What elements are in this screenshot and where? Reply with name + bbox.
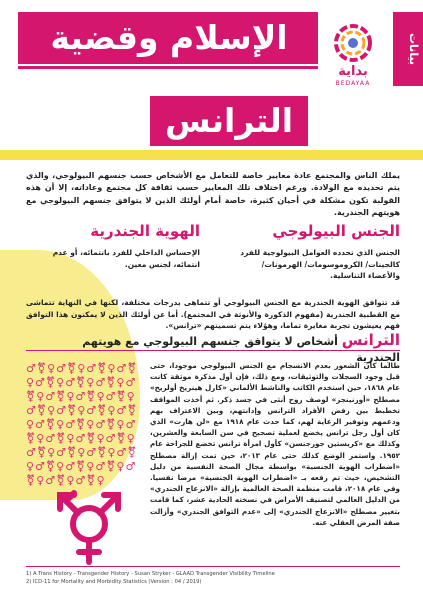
history-paragraph: طالما كان الشعور بعدم الانسجام مع الجنس البيولوجي موجودا، حتى قبل وجود السجلات والتوثيقات، ومع ذلك، فإن أول مذكرة موثقة كانت عام ١٨٦٨، حين استخدم الكاتب والناشط الألماني «كارل هينريخ أولريخ» مصطلح «أورنينجز» لوصف روح أنثى في جسد ذكر. ثم أخذت المواقف تخطبط بين رفض الأفراد الترانس وإدانتهم، وبين الاعتراف بهم ودعمهم وتوفير الرعاية لهم، كما حدث عام ١٩١٨ مع «لن هارت» الذي كان أول رجل ترانس يخضع لعملية تصحيح في سن السابعة والعشرين، وكذلك مع «كريستين جورجنسن» كأول امرأة ترانس تخضع للجراحة عام ١٩٥٢. واستمر الوضع كذلك حتى عام ٢٠١٣، حين تمت إزالة مصطلح «اضطراب الهوية الجنسية» بواسطة مجال الصحة النفسية من دليل التشخيص، حيث تم رفعه بـ «اضطراب الهوية الجنسية» مرضا نفسيا. وفي عام ٢٠١٨، قامت منظمة الصحة العالمية بإزالة «الانزعاج الجندري» من الدليل العالمي لتصنيف الأمراض في نسخته الحادية عشر، كما قامت بتغيير مصطلح «الانزعاج الجندري» إلى «عدم التوافق الجندري» وأزالت صفة المرض العقلي عنه. [150,361,401,527]
gender-identity-text: الإحساس الداخلي للفرد بانتمائه، أو عدم انتمائه، لجنس معين. [52,248,200,269]
logo-latin: BEDAYAA [335,80,371,87]
title-line-2: الترانس [164,101,294,140]
logo-star-icon [330,20,376,66]
gender-identity-heading: الهوية الجندرية [90,222,200,240]
title-line-1: الإسلام وقضية [50,18,288,57]
title-rule [18,66,318,69]
transgender-symbol-icon [44,476,134,566]
trans-heading-highlight: الترانس [341,331,400,349]
trans-heading-text: أشخاص لا يتوافق جنسهم البيولوجي مع هويتهم الجندرية [82,335,400,364]
footnote-rule [26,566,400,567]
footnote-2: 2) ICD-11 for Mortality and Morbidity Statistics (Version : 04 / 2019) [26,579,202,585]
bio-sex-text: الجنس الذي تحدده العوامل البيولوجية للفرد كالجينات/ الكروموسومات/ الهرمونات/ والأعضاء التناسلية. [240,248,400,280]
middle-paragraph: قد تتوافق الهوية الجندرية مع الجنس البيولوجي أو تتماهى بدرجات مختلفة، لكنها في النهاية تتماشى مع القطبية الجندرية (مفهوم الذكورة والأنوثة في المجتمع). أما عن أولئك الذين لا يمكنون هذا التوافق فهم يعيشون تجربة مغايرة تماما، وهؤلاء يتم تسميتهم «ترانس». [26,298,400,331]
bedaya-logo [322,20,384,86]
footnotes [26,570,400,586]
intro-paragraph: يملك الناس والمجتمع عادة معايير خاصة للتعامل مع الأشخاص حسب جنسهم البيولوجي، والذي يتم تحديده مع الولادة. ورغم اختلاف تلك المعايير حسب ثقافة كل مجتمع وعاداته، إلا أن هذه القولبة تكون مشكلة في أحيان كثيرة، خاصة أمام أولئك الذين لا يتوافق جنسهم البيولوجي مع هويتهم الجندرية. [26,171,400,218]
trans-rule [26,350,400,351]
logo-arabic: بداية [338,64,368,79]
yellow-band [0,150,423,160]
gender-symbols-pattern: ♂⚧♀♂⚧♀♂⚧♀♂⚧♀♂⚧♀♂⚧♀♂⚧♀♂⚧♀♂⚧♀♂⚧♀♂⚧♀♂⚧♀♂⚧♀♂⚧♀♂⚧♀♂⚧♀♂⚧♀♂⚧♀♂⚧♀♂⚧♀♂⚧♀♂⚧♀♂⚧♀♂⚧♀♂⚧♀♂⚧♀♂⚧♀♂⚧♀♂⚧♀♂⚧♀♂⚧♀♂⚧♀ [26,362,138,487]
bio-sex-heading: الجنس البيولوجي [272,222,400,240]
footnote-1: 1) A Trans History - Transgender History - Susan Stryker - GLAAD Transgender Visibility Timeline [26,571,275,577]
side-label: بيانات [407,32,420,66]
